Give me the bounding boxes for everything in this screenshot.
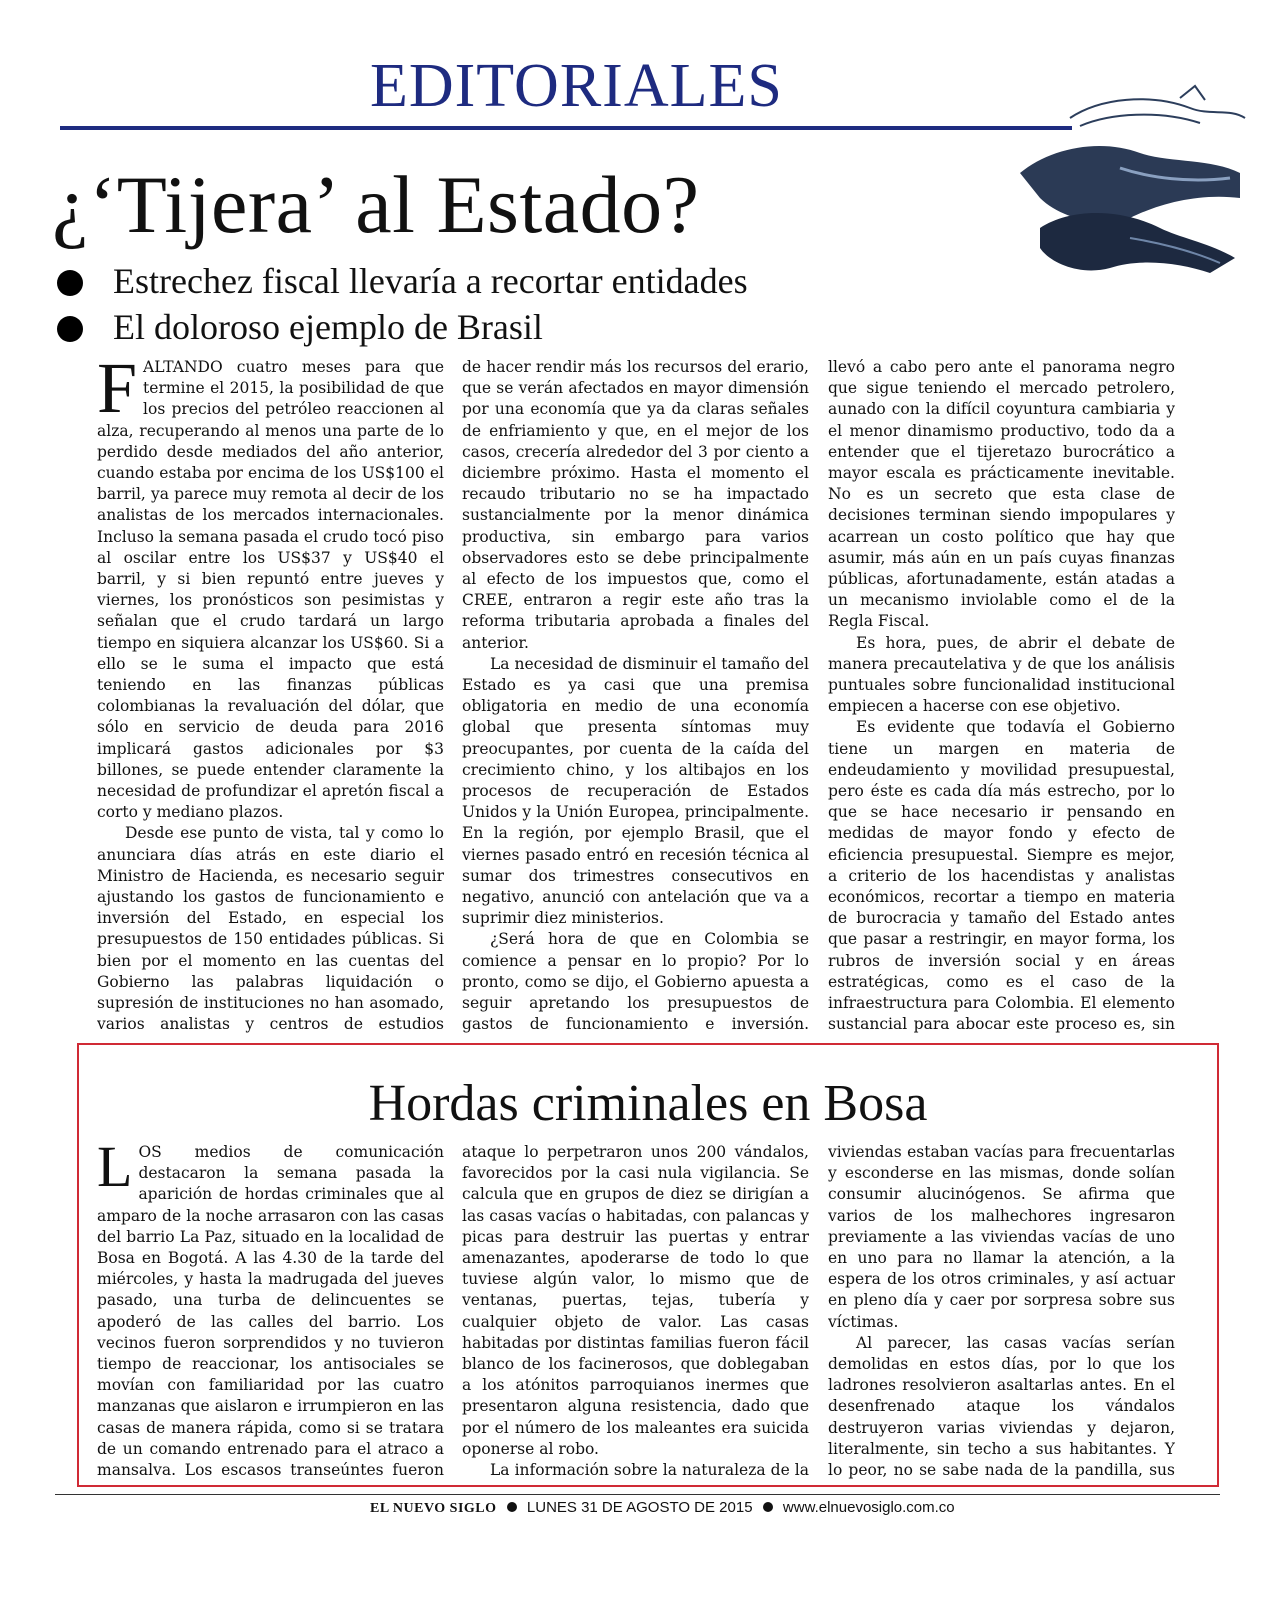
- newspaper-brand: EL NUEVO SIGLO: [370, 1501, 497, 1516]
- article-paragraph: La información sobre la naturaleza de la: [490, 1461, 809, 1480]
- article-paragraph: viviendas estaban vacías para frecuentarlas y esconderse en las mismas, donde solían consumir alucinógenos. Se afirma que varios de los malhechores ingresaron previamente a las viviendas vacías de uno en uno para no llamar la atención, a la espera de los otros criminales, y así actuar en pleno día y caer por sorpresa sobre sus víctimas.: [828, 1143, 1175, 1331]
- footer-rule: [55, 1494, 1220, 1495]
- article-paragraph: ¿Será hora de que en Colombia se comience a pensar en lo propio? Por lo pronto, como se dijo, el Gobierno apuesta a seguir apretando los presupuestos de gastos de funcionamiento e inversión.: [462, 930, 809, 1034]
- article-paragraph: Es hora, pues, de abrir el debate de manera precautelativa y de que los análisis puntuales sobre funcionalidad institucional empiecen a hacerse con ese objetivo.: [828, 633, 1175, 716]
- editorial1-column-1: [97, 357, 444, 1037]
- article-paragraph: llevó a cabo pero ante el panorama negro que sigue teniendo el mercado petrolero, aunado con la difícil coyuntura cambiaria y el menor dinamismo productivo, todo da a entender que el tijeretazo burocrático a mayor escala es prácticamente inevitable. No es un secreto que esta clase de decisiones terminan siendo impopulares y acarrean un costo político que hay que asumir, más aún en un país cuyas finanzas públicas, afortunadamente, están atadas a un mecanismo inviolable como el de la Regla Fiscal.: [828, 358, 1175, 631]
- main-headline: ¿‘Tijera’ al Estado?: [52, 159, 700, 250]
- editorial2-column-2: [462, 1142, 809, 1480]
- editorial1-column-3: [828, 357, 1175, 1037]
- header-rule: [60, 126, 1072, 130]
- page-footer: [370, 1497, 955, 1520]
- article-paragraph: Al parecer, las casas vacías serían demolidas en estos días, por lo que los ladrones resolvieron asaltarlas antes. En el desenfrenado ataque los vándalos destruyeron varias viviendas y dejaron, literalmente, sin techo a sus habitantes. Y lo peor, no se sabe nada de la pandilla, sus: [828, 1333, 1175, 1480]
- drop-cap: L: [97, 1142, 133, 1199]
- drop-cap: F: [97, 357, 138, 428]
- article-paragraph: LOS medios de comunicación destacaron la semana pasada la aparición de hordas criminales que al amparo de la noche arrasaron con las casas del barrio La Paz, situado en la localidad de Bosa en Bogotá. A las 4.30 de la tarde del miércoles, y hasta la madrugada del jueves pasado, una turba de delincuentes se apoderó de las calles del barrio. Los vecinos fueron sorprendidos y no tuvieron tiempo de reaccionar, los antisociales se movían con familiaridad por las cuatro manzanas que aislaron e irrumpieron en las casas de manera rápida, como si se tratara de un comando entrenado para el atraco a mansalva. Los escasos transeúntes fueron: [97, 1142, 444, 1480]
- subheadline-item: Estrechez fiscal llevaría a recortar entidades: [55, 258, 1035, 304]
- section-title: EDITORIALES: [370, 52, 783, 120]
- editorial2-column-3: [828, 1142, 1175, 1480]
- editorial2-column-1: [97, 1142, 444, 1480]
- separator-dot-icon: [507, 1502, 517, 1512]
- editorial1-column-2: [462, 357, 809, 1037]
- subheadline-list: [55, 258, 1035, 350]
- publication-date: LUNES 31 DE AGOSTO DE 2015: [526, 1499, 753, 1516]
- bullet-icon: [57, 270, 83, 296]
- subheadline-item: El doloroso ejemplo de Brasil: [55, 304, 1035, 350]
- article-paragraph: FALTANDO cuatro meses para que termine el 2015, la posibilidad de que los precios del petróleo reaccionen al alza, recuperando al menos una parte de lo perdido desde mediados del año anterior, cuando estaba por encima de los US$100 el barril, ya parece muy remota al decir de los analistas de los mercados internacionales. Incluso la semana pasada el crudo tocó piso al oscilar entre los US$37 y US$40 el barril, y si bien repuntó entre jueves y viernes, los pronósticos son pesimistas y señalan que el crudo tardará un largo tiempo en siquiera alcanzar los US$60. Si a ello se le suma el impacto que está teniendo en las finanzas públicas colombianas la revaluación del dólar, que sólo en servicio de deuda para 2016 implicará gastos adicionales por $3 billones, se puede entender claramente la necesidad de profundizar el apretón fiscal a corto y mediano plazos.: [97, 357, 444, 822]
- horses-illustration: [1010, 78, 1250, 278]
- article-paragraph: La necesidad de disminuir el tamaño del Estado es ya casi que una premisa obligatoria en medio de una economía global que presenta síntomas muy preocupantes, por cuenta de la caída del crecimiento chino, y los altibajos en los procesos de recuperación de Estados Unidos y la Unión Europea, principalmente. En la región, por ejemplo Brasil, que el viernes pasado entró en recesión técnica al sumar dos trimestres consecutivos en negativo, anunció con antelación que va a suprimir diez ministerios.: [462, 654, 809, 928]
- editorial2-headline: Hordas criminales en Bosa: [368, 1075, 928, 1132]
- article-paragraph: ataque lo perpetraron unos 200 vándalos, favorecidos por la casi nula vigilancia. Se calcula que en grupos de diez se dirigían a las casas vacías o habitadas, con palancas y picas para destruir las puertas y entrar amenazantes, apoderarse de todo lo que tuviese algún valor, lo mismo que de ventanas, puertas, tejas, tubería y cualquier objeto de valor. Las casas habitadas por distintas familias fueron fácil blanco de los facinerosos, que doblegaban a los atónitos parroquianos inermes que presentaron alguna resistencia, dado que por el número de los maleantes era suicida oponerse al robo.: [462, 1143, 809, 1458]
- article-paragraph: Es evidente que todavía el Gobierno tiene un margen en materia de endeudamiento y movilidad presupuestal, pero éste es cada día más estrecho, por lo que se hace necesario ir pensando en medidas de mayor fondo y efecto de eficiencia presupuestal. Siempre es mejor, a criterio de los hacendistas y analistas económicos, recortar a tiempo en materia de burocracia y tamaño del Estado antes que pasar a restringir, en mayor forma, los rubros de inversión social y en áreas estratégicas, como es el caso de la infraestructura para Colombia. El elemento sustancial para abocar este proceso es, sin: [828, 718, 1175, 1034]
- bullet-icon: [57, 316, 83, 342]
- separator-dot-icon: [763, 1502, 773, 1512]
- website-link[interactable]: www.elnuevosiglo.com.co: [782, 1499, 955, 1516]
- article-paragraph: de hacer rendir más los recursos del erario, que se verán afectados en mayor dimensión por una economía que ya da claras señales de enfriamiento y que, en el mejor de los casos, crecería alrededor del 3 por ciento a diciembre próximo. Hasta el momento el recaudo tributario no se ha impactado sustancialmente por la menor dinámica productiva, sin embargo para varios observadores esto se debe principalmente al efecto de los impuestos que, como el CREE, entraron a regir este año tras la reforma tributaria aprobada a finales del anterior.: [462, 358, 809, 652]
- article-paragraph: Desde ese punto de vista, tal y como lo anunciara días atrás en este diario el Ministro de Hacienda, es necesario seguir ajustando los gastos de funcionamiento e inversión del Estado, en especial los presupuestos de 150 entidades públicas. Si bien por el momento en las cuentas del Gobierno las palabras liquidación o supresión de instituciones no han asomado, varios analistas y centros de estudios: [97, 824, 444, 1034]
